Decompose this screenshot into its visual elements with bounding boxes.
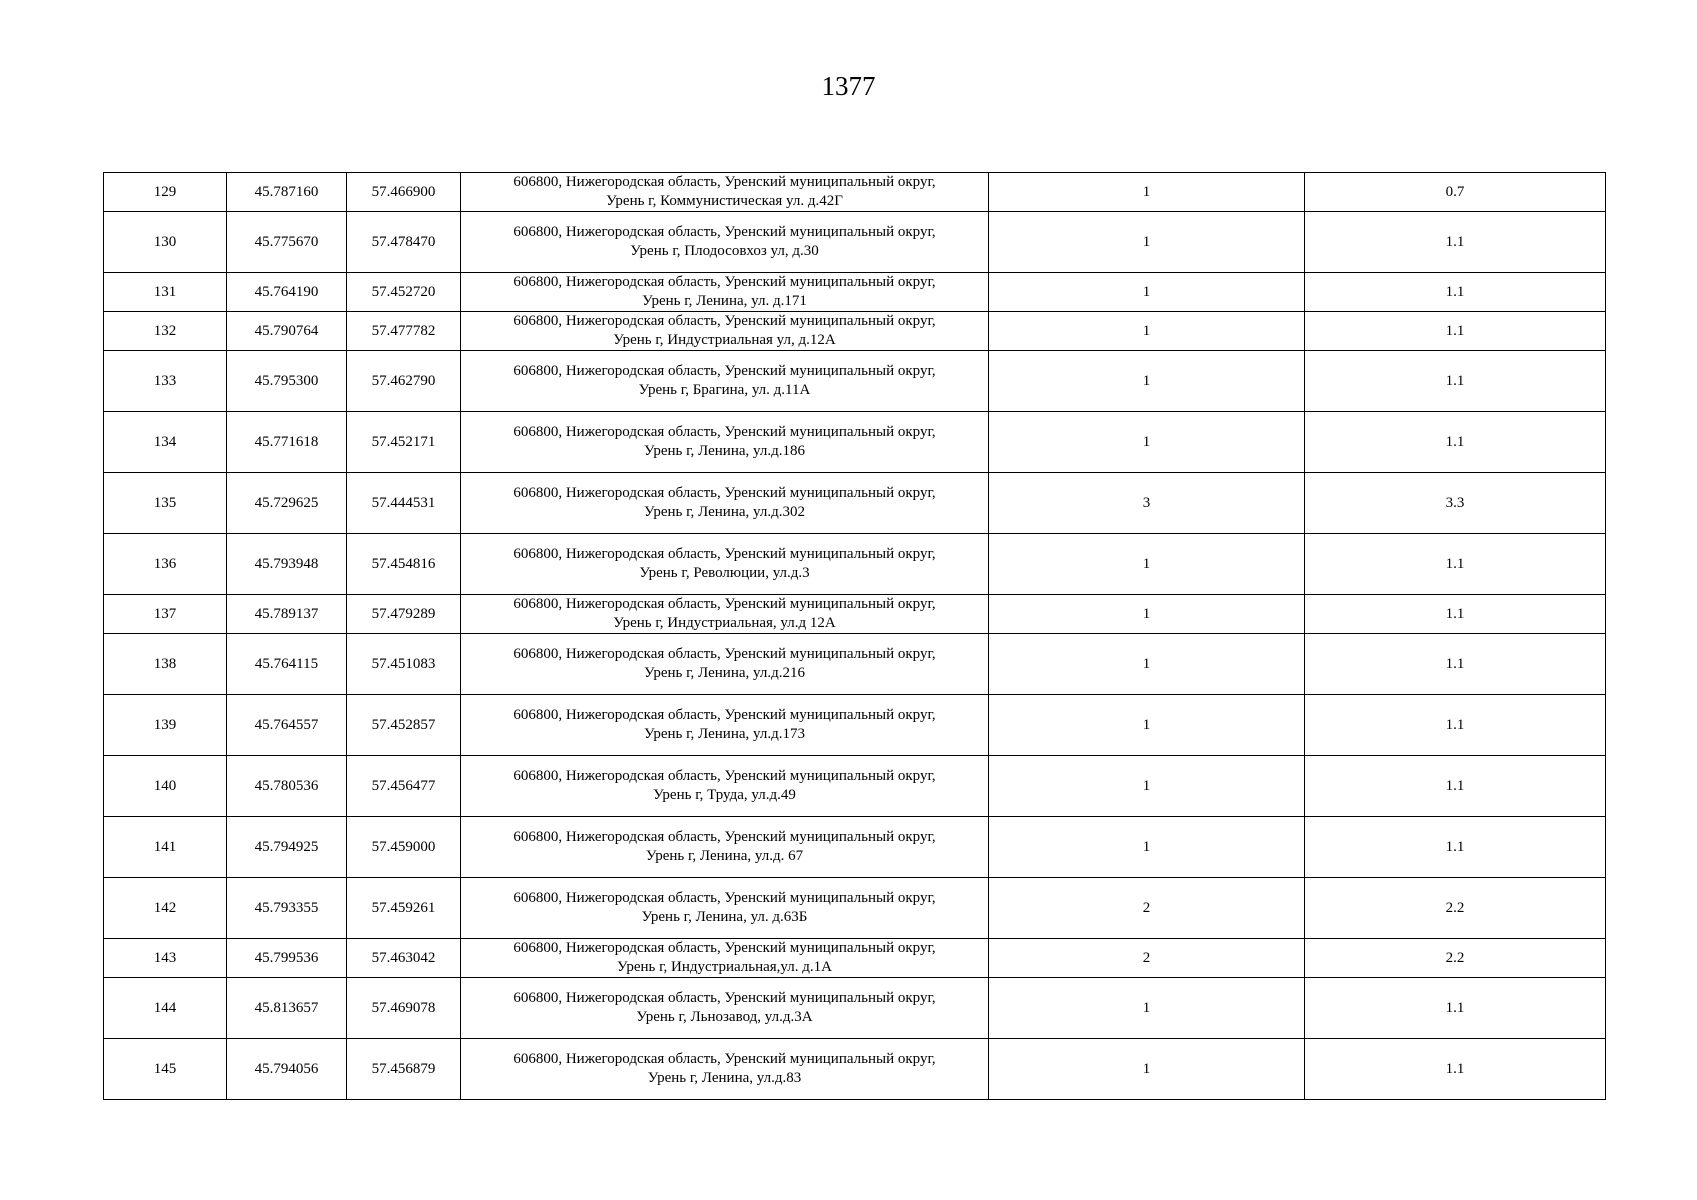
cell-number: 135 — [104, 473, 227, 534]
cell-number: 129 — [104, 173, 227, 212]
cell-address — [461, 351, 989, 412]
address-street: Урень г, Ленина, ул.д. 67 — [645, 848, 804, 864]
cell-container-count: 1 — [989, 312, 1305, 351]
cell-address — [461, 695, 989, 756]
address-street: Урень г, Революции, ул.д.3 — [639, 565, 810, 581]
cell-latitude: 57.479289 — [347, 595, 461, 634]
cell-container-count: 1 — [989, 978, 1305, 1039]
cell-longitude: 45.764190 — [227, 273, 347, 312]
cell-container-count: 1 — [989, 273, 1305, 312]
cell-longitude: 45.764115 — [227, 634, 347, 695]
cell-container-count: 2 — [989, 939, 1305, 978]
cell-address — [461, 595, 989, 634]
address-street: Урень г, Ленина, ул. д.171 — [642, 293, 807, 309]
cell-number: 144 — [104, 978, 227, 1039]
cell-number: 138 — [104, 634, 227, 695]
address-street: Урень г, Ленина, ул.д.173 — [644, 726, 805, 742]
cell-volume: 1.1 — [1305, 534, 1606, 595]
cell-address — [461, 817, 989, 878]
cell-latitude: 57.456879 — [347, 1039, 461, 1100]
cell-number: 136 — [104, 534, 227, 595]
address-prefix: 606800, Нижегородская область, Уренский муниципальный округ, — [513, 274, 936, 290]
address-street: Урень г, Ленина, ул. д.63Б — [641, 909, 808, 925]
cell-container-count: 1 — [989, 212, 1305, 273]
cell-container-count: 2 — [989, 878, 1305, 939]
address-prefix: 606800, Нижегородская область, Уренский муниципальный округ, — [513, 707, 936, 723]
address-street: Урень г, Индустриальная,ул. д.1А — [617, 959, 832, 975]
address-street: Урень г, Труда, ул.д.49 — [653, 787, 796, 803]
cell-longitude: 45.764557 — [227, 695, 347, 756]
address-street: Урень г, Индустриальная ул, д.12А — [613, 332, 836, 348]
cell-number: 137 — [104, 595, 227, 634]
cell-volume: 2.2 — [1305, 939, 1606, 978]
cell-latitude: 57.469078 — [347, 978, 461, 1039]
cell-latitude: 57.452720 — [347, 273, 461, 312]
cell-latitude: 57.456477 — [347, 756, 461, 817]
cell-number: 131 — [104, 273, 227, 312]
table-row — [104, 634, 1606, 695]
cell-container-count: 3 — [989, 473, 1305, 534]
address-prefix: 606800, Нижегородская область, Уренский муниципальный округ, — [513, 224, 936, 240]
cell-container-count: 1 — [989, 756, 1305, 817]
address-prefix: 606800, Нижегородская область, Уренский муниципальный округ, — [513, 990, 936, 1006]
cell-longitude: 45.793948 — [227, 534, 347, 595]
table-row — [104, 817, 1606, 878]
cell-longitude: 45.794056 — [227, 1039, 347, 1100]
cell-latitude: 57.451083 — [347, 634, 461, 695]
cell-latitude: 57.452171 — [347, 412, 461, 473]
cell-volume: 1.1 — [1305, 212, 1606, 273]
cell-address — [461, 412, 989, 473]
page-number: 1377 — [821, 71, 876, 101]
cell-longitude: 45.780536 — [227, 756, 347, 817]
table-row — [104, 412, 1606, 473]
address-street: Урень г, Брагина, ул. д.11А — [638, 382, 811, 398]
table-row — [104, 1039, 1606, 1100]
cell-latitude: 57.466900 — [347, 173, 461, 212]
table-row — [104, 351, 1606, 412]
cell-number: 145 — [104, 1039, 227, 1100]
address-prefix: 606800, Нижегородская область, Уренский муниципальный округ, — [513, 829, 936, 845]
table-row — [104, 595, 1606, 634]
cell-address — [461, 978, 989, 1039]
cell-latitude: 57.477782 — [347, 312, 461, 351]
address-prefix: 606800, Нижегородская область, Уренский муниципальный округ, — [513, 1051, 936, 1067]
cell-address — [461, 212, 989, 273]
cell-longitude: 45.787160 — [227, 173, 347, 212]
cell-container-count: 1 — [989, 534, 1305, 595]
table-row — [104, 878, 1606, 939]
cell-latitude: 57.454816 — [347, 534, 461, 595]
cell-address — [461, 756, 989, 817]
cell-volume: 1.1 — [1305, 1039, 1606, 1100]
address-street: Урень г, Плодосовхоз ул, д.30 — [630, 243, 819, 259]
address-street: Урень г, Ленина, ул.д.216 — [644, 665, 805, 681]
cell-volume: 3.3 — [1305, 473, 1606, 534]
table-row — [104, 473, 1606, 534]
cell-number: 130 — [104, 212, 227, 273]
cell-address — [461, 939, 989, 978]
address-prefix: 606800, Нижегородская область, Уренский муниципальный округ, — [513, 940, 936, 956]
address-street: Урень г, Ленина, ул.д.83 — [647, 1070, 802, 1086]
cell-number: 139 — [104, 695, 227, 756]
cell-volume: 2.2 — [1305, 878, 1606, 939]
address-prefix: 606800, Нижегородская область, Уренский муниципальный округ, — [513, 174, 936, 190]
cell-longitude: 45.794925 — [227, 817, 347, 878]
cell-address — [461, 273, 989, 312]
cell-address — [461, 878, 989, 939]
cell-latitude: 57.452857 — [347, 695, 461, 756]
address-prefix: 606800, Нижегородская область, Уренский муниципальный округ, — [513, 546, 936, 562]
cell-number: 133 — [104, 351, 227, 412]
cell-container-count: 1 — [989, 817, 1305, 878]
table-row — [104, 173, 1606, 212]
address-prefix: 606800, Нижегородская область, Уренский муниципальный округ, — [513, 890, 936, 906]
table-row — [104, 312, 1606, 351]
cell-volume: 1.1 — [1305, 634, 1606, 695]
cell-address — [461, 1039, 989, 1100]
address-prefix: 606800, Нижегородская область, Уренский муниципальный округ, — [513, 768, 936, 784]
cell-number: 142 — [104, 878, 227, 939]
address-street: Урень г, Ленина, ул.д.186 — [644, 443, 805, 459]
cell-volume: 1.1 — [1305, 412, 1606, 473]
cell-number: 134 — [104, 412, 227, 473]
cell-latitude: 57.444531 — [347, 473, 461, 534]
cell-volume: 1.1 — [1305, 978, 1606, 1039]
cell-number: 141 — [104, 817, 227, 878]
cell-volume: 1.1 — [1305, 351, 1606, 412]
address-street: Урень г, Ленина, ул.д.302 — [644, 504, 805, 520]
cell-number: 143 — [104, 939, 227, 978]
cell-volume: 1.1 — [1305, 695, 1606, 756]
cell-latitude: 57.459261 — [347, 878, 461, 939]
cell-address — [461, 473, 989, 534]
cell-volume: 1.1 — [1305, 756, 1606, 817]
cell-volume: 1.1 — [1305, 312, 1606, 351]
containers-table — [103, 172, 1606, 1100]
cell-longitude: 45.799536 — [227, 939, 347, 978]
cell-volume: 0.7 — [1305, 173, 1606, 212]
cell-container-count: 1 — [989, 351, 1305, 412]
cell-longitude: 45.790764 — [227, 312, 347, 351]
cell-longitude: 45.789137 — [227, 595, 347, 634]
cell-latitude: 57.462790 — [347, 351, 461, 412]
cell-number: 132 — [104, 312, 227, 351]
cell-longitude: 45.813657 — [227, 978, 347, 1039]
cell-longitude: 45.795300 — [227, 351, 347, 412]
cell-longitude: 45.793355 — [227, 878, 347, 939]
cell-latitude: 57.459000 — [347, 817, 461, 878]
table-row — [104, 212, 1606, 273]
address-prefix: 606800, Нижегородская область, Уренский муниципальный округ, — [513, 646, 936, 662]
table-row — [104, 756, 1606, 817]
cell-longitude: 45.771618 — [227, 412, 347, 473]
table-row — [104, 978, 1606, 1039]
cell-address — [461, 173, 989, 212]
cell-container-count: 1 — [989, 1039, 1305, 1100]
cell-container-count: 1 — [989, 173, 1305, 212]
address-prefix: 606800, Нижегородская область, Уренский муниципальный округ, — [513, 596, 936, 612]
table-row — [104, 695, 1606, 756]
address-street: Урень г, Льнозавод, ул.д.3А — [636, 1009, 813, 1025]
cell-longitude: 45.775670 — [227, 212, 347, 273]
cell-volume: 1.1 — [1305, 273, 1606, 312]
address-prefix: 606800, Нижегородская область, Уренский муниципальный округ, — [513, 313, 936, 329]
cell-latitude: 57.478470 — [347, 212, 461, 273]
address-prefix: 606800, Нижегородская область, Уренский муниципальный округ, — [513, 485, 936, 501]
address-street: Урень г, Коммунистическая ул. д.42Г — [606, 193, 843, 209]
cell-container-count: 1 — [989, 634, 1305, 695]
cell-container-count: 1 — [989, 595, 1305, 634]
cell-latitude: 57.463042 — [347, 939, 461, 978]
cell-address — [461, 312, 989, 351]
cell-number: 140 — [104, 756, 227, 817]
address-street: Урень г, Индустриальная, ул.д 12А — [613, 615, 836, 631]
table-body — [104, 173, 1606, 1100]
cell-container-count: 1 — [989, 412, 1305, 473]
cell-address — [461, 634, 989, 695]
table-row — [104, 534, 1606, 595]
cell-volume: 1.1 — [1305, 817, 1606, 878]
table-row — [104, 273, 1606, 312]
address-prefix: 606800, Нижегородская область, Уренский муниципальный округ, — [513, 424, 936, 440]
cell-longitude: 45.729625 — [227, 473, 347, 534]
address-prefix: 606800, Нижегородская область, Уренский муниципальный округ, — [513, 363, 936, 379]
cell-address — [461, 534, 989, 595]
cell-container-count: 1 — [989, 695, 1305, 756]
table-row — [104, 939, 1606, 978]
cell-volume: 1.1 — [1305, 595, 1606, 634]
